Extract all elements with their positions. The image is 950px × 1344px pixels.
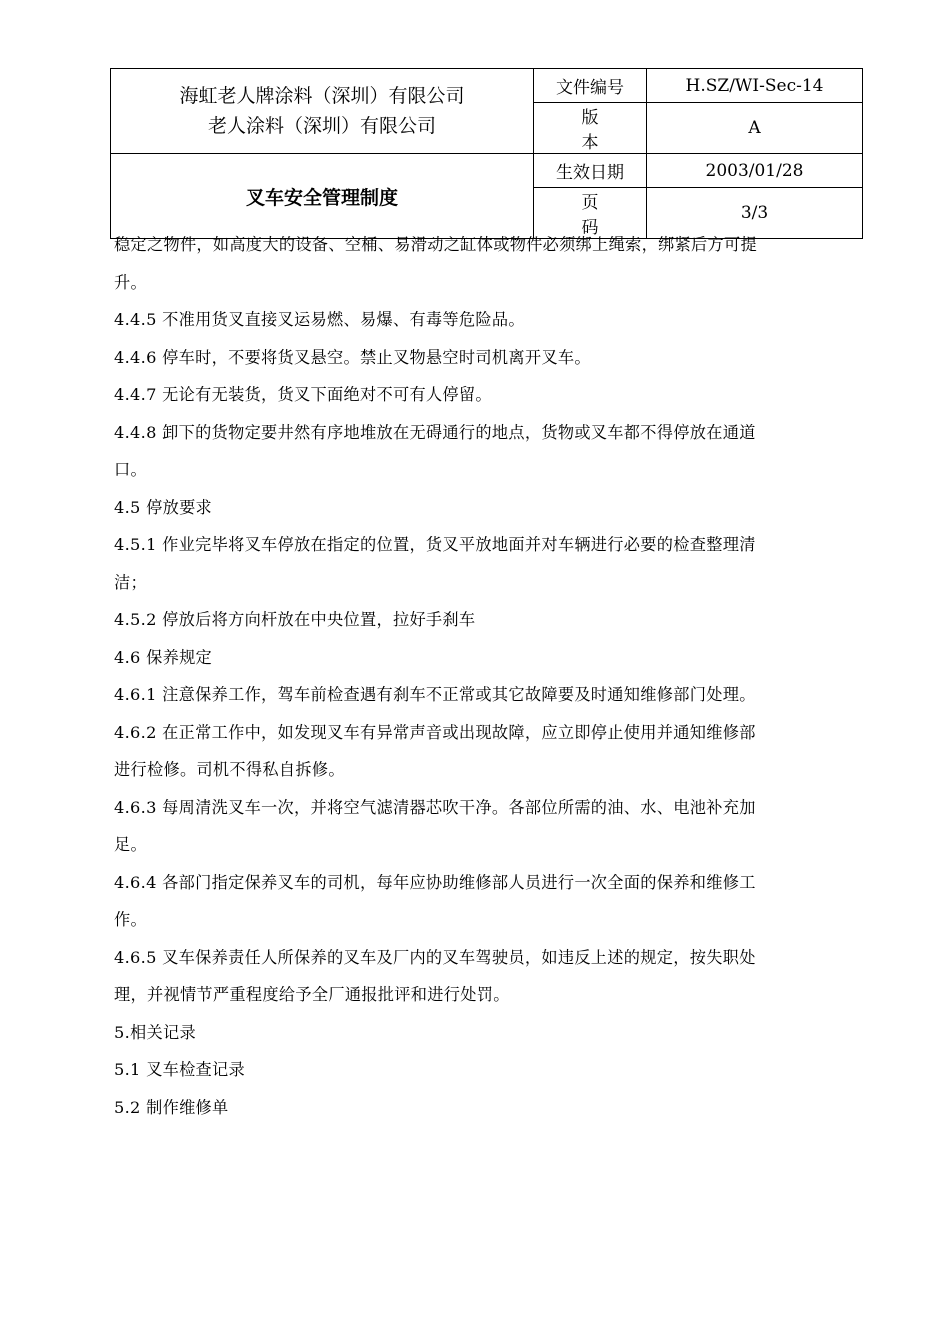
page-number-value: 3/3	[647, 188, 863, 239]
version-label: 版本	[534, 103, 647, 154]
body-line: 稳定之物件，如高度大的设备、空桶、易滑动之缸体或物件必须绑上绳索，绑紧后方可提	[114, 235, 758, 254]
body-line: 理，并视情节严重程度给予全厂通报批评和进行处罚。	[114, 985, 510, 1004]
body-line: 洁；	[114, 572, 147, 592]
effective-date-label: 生效日期	[534, 154, 647, 188]
effective-date-value: 2003/01/28	[647, 154, 863, 188]
document-title: 叉车安全管理制度	[111, 154, 534, 239]
body-line: 4.4.5 不准用货叉直接叉运易燃、易爆、有毒等危险品。	[114, 310, 525, 329]
doc-number-value: H.SZ/WI-Sec-14	[647, 69, 863, 103]
body-line: 4.4.7 无论有无装货，货叉下面绝对不可有人停留。	[114, 385, 492, 404]
body-line: 足。	[114, 835, 147, 854]
document-body	[114, 226, 864, 1126]
doc-number-label: 文件编号	[534, 69, 647, 103]
body-line: 5.2 制作维修单	[114, 1097, 229, 1117]
body-line: 作。	[114, 910, 147, 929]
body-line: 进行检修。司机不得私自拆修。	[114, 760, 345, 779]
page-number-label: 页码	[534, 188, 647, 239]
body-line: 口。	[114, 460, 147, 479]
body-line: 4.4.8 卸下的货物定要井然有序地堆放在无碍通行的地点，货物或叉车都不得停放在通道	[114, 422, 756, 442]
section-heading: 5.相关记录	[114, 1022, 196, 1042]
body-line: 4.4.6 停车时，不要将货叉悬空。禁止叉物悬空时司机离开叉车。	[114, 347, 591, 367]
body-line: 4.6.4 各部门指定保养叉车的司机，每年应协助维修部人员进行一次全面的保养和维修工	[114, 872, 756, 892]
document-header-table	[110, 68, 863, 239]
version-value: A	[647, 103, 863, 154]
body-line: 4.6.3 每周清洗叉车一次，并将空气滤清器芯吹干净。各部位所需的油、水、电池补充加	[114, 797, 756, 817]
company-name-line1: 海虹老人牌涂料（深圳）有限公司	[179, 85, 465, 107]
body-line: 4.6.1 注意保养工作，驾车前检查遇有刹车不正常或其它故障要及时通知维修部门处理。	[114, 685, 756, 704]
body-line: 4.5.1 作业完毕将叉车停放在指定的位置，货叉平放地面并对车辆进行必要的检查整理清	[114, 535, 756, 554]
section-heading: 4.5 停放要求	[114, 497, 213, 517]
company-name-cell	[111, 69, 534, 154]
body-line: 4.6.5 叉车保养责任人所保养的叉车及厂内的叉车驾驶员，如违反上述的规定，按失职处	[114, 947, 756, 967]
company-name-line2: 老人涂料（深圳）有限公司	[207, 115, 436, 137]
section-heading: 4.6 保养规定	[114, 647, 213, 667]
body-line: 升。	[114, 272, 147, 292]
body-line: 5.1 叉车检查记录	[114, 1060, 246, 1079]
body-line: 4.6.2 在正常工作中，如发现叉车有异常声音或出现故障，应立即停止使用并通知维修部	[114, 722, 756, 742]
body-line: 4.5.2 停放后将方向杆放在中央位置，拉好手刹车	[114, 610, 476, 629]
